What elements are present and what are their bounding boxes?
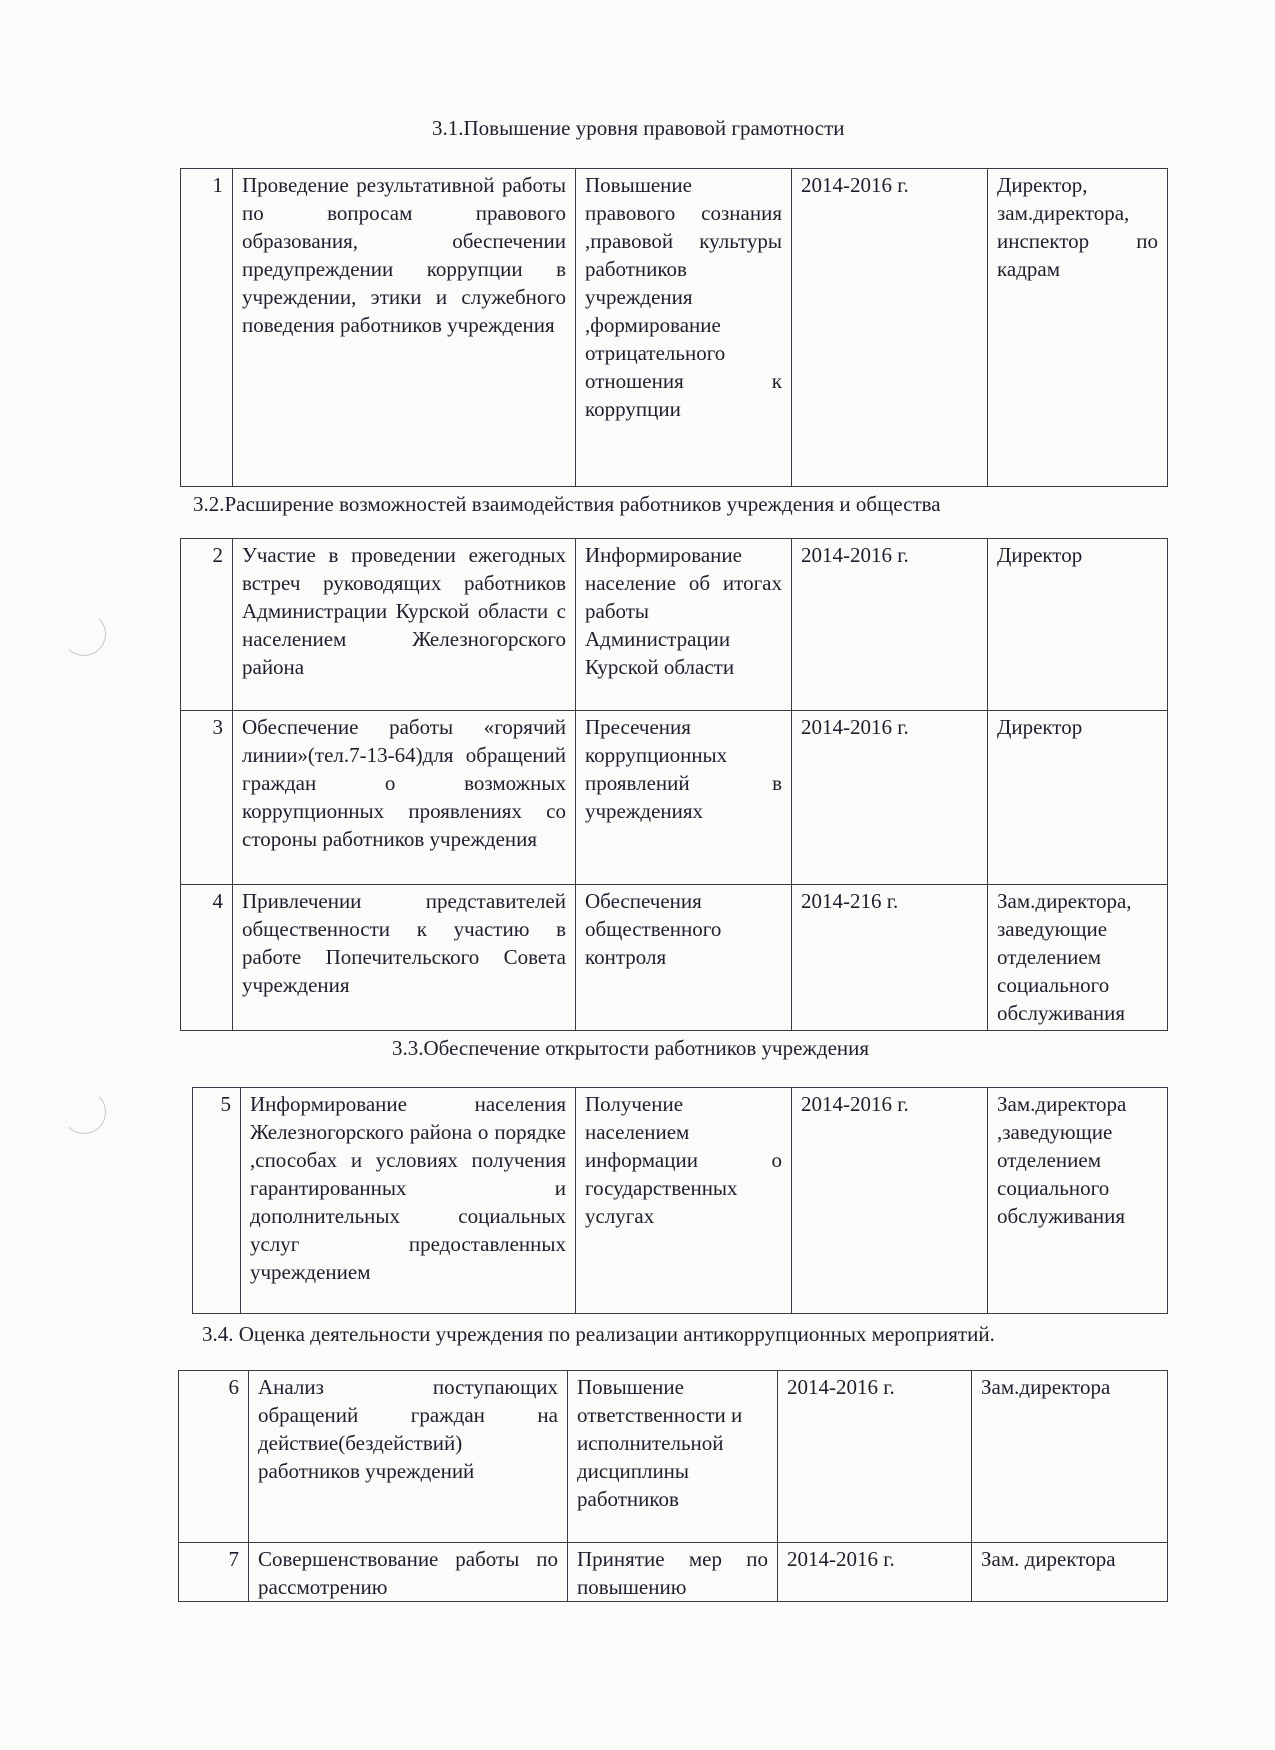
table-row xyxy=(179,1371,1168,1543)
table-row xyxy=(181,539,1168,711)
period-cell: 2014-2016 г. xyxy=(778,1543,972,1602)
row-number: 4 xyxy=(181,885,233,1031)
activity-cell: Участие в проведении ежегодных встреч руководящих работников Администрации Курской области с населением Железногорского района xyxy=(233,539,576,711)
period-cell: 2014-216 г. xyxy=(792,885,988,1031)
table-row xyxy=(181,885,1168,1031)
responsible-cell: Зам.директора, заведующие отделением социального обслуживания xyxy=(988,885,1168,1031)
responsible-cell: Зам.директора xyxy=(972,1371,1168,1543)
row-number: 5 xyxy=(193,1088,241,1314)
table-row xyxy=(193,1088,1168,1314)
activity-cell: Информирование населения Железногорского района о порядке ,способах и условиях получения гарантированных и дополнительных социальных услуг предоставленных учреждением xyxy=(241,1088,576,1314)
row-number: 6 xyxy=(179,1371,249,1543)
period-cell: 2014-2016 г. xyxy=(778,1371,972,1543)
responsible-cell: Директор xyxy=(988,711,1168,885)
responsible-cell: Директор xyxy=(988,539,1168,711)
section-table xyxy=(192,1087,1168,1314)
row-number: 3 xyxy=(181,711,233,885)
goal-cell: Получение населением информации о государственных услугах xyxy=(576,1088,792,1314)
row-number: 1 xyxy=(181,169,233,487)
activity-cell: Обеспечение работы «горячий линии»(тел.7-13-64)для обращений граждан о возможных коррупционных проявлениях со стороны работников учреждения xyxy=(233,711,576,885)
period-cell: 2014-2016 г. xyxy=(792,711,988,885)
period-cell: 2014-2016 г. xyxy=(792,539,988,711)
section-heading: 3.1.Повышение уровня правовой грамотности xyxy=(432,116,845,140)
activity-cell: Совершенствование работы по рассмотрению xyxy=(249,1543,568,1602)
section-heading: 3.3.Обеспечение открытости работников учреждения xyxy=(392,1036,870,1060)
row-number: 7 xyxy=(179,1543,249,1602)
section-table xyxy=(180,168,1168,487)
goal-cell: Принятие мер по повышению xyxy=(568,1543,778,1602)
goal-cell: Информирование население об итогах работы Администрации Курской области xyxy=(576,539,792,711)
activity-cell: Анализ поступающих обращений граждан на действие(бездействий) работников учреждений xyxy=(249,1371,568,1543)
responsible-cell: Зам.директора ,заведующие отделением социального обслуживания xyxy=(988,1088,1168,1314)
section-heading: 3.4. Оценка деятельности учреждения по реализации антикоррупционных мероприятий. xyxy=(202,1322,995,1346)
responsible-cell: Зам. директора xyxy=(972,1543,1168,1602)
period-cell: 2014-2016 г. xyxy=(792,1088,988,1314)
activity-cell: Проведение результативной работы по вопросам правового образования, обеспечении предупреждении коррупции в учреждении, этики и служебного поведения работников учреждения xyxy=(233,169,576,487)
period-cell: 2014-2016 г. xyxy=(792,169,988,487)
section-table xyxy=(180,538,1168,1031)
table-row xyxy=(181,711,1168,885)
punch-hole-mark xyxy=(62,1090,106,1134)
row-number: 2 xyxy=(181,539,233,711)
table-row xyxy=(179,1543,1168,1602)
goal-cell: Повышение ответственности и исполнительной дисциплины работников xyxy=(568,1371,778,1543)
activity-cell: Привлечении представителей общественности к участию в работе Попечительского Совета учреждения xyxy=(233,885,576,1031)
goal-cell: Обеспечения общественного контроля xyxy=(576,885,792,1031)
goal-cell: Пресечения коррупционных проявлений в учреждениях xyxy=(576,711,792,885)
responsible-cell: Директор, зам.директора, инспектор по кадрам xyxy=(988,169,1168,487)
table-row xyxy=(181,169,1168,487)
section-heading: 3.2.Расширение возможностей взаимодействия работников учреждения и общества xyxy=(193,492,941,516)
goal-cell: Повышение правового сознания ,правовой культуры работников учреждения ,формирование отрицательного отношения к коррупции xyxy=(576,169,792,487)
section-table xyxy=(178,1370,1168,1602)
punch-hole-mark xyxy=(62,612,106,656)
